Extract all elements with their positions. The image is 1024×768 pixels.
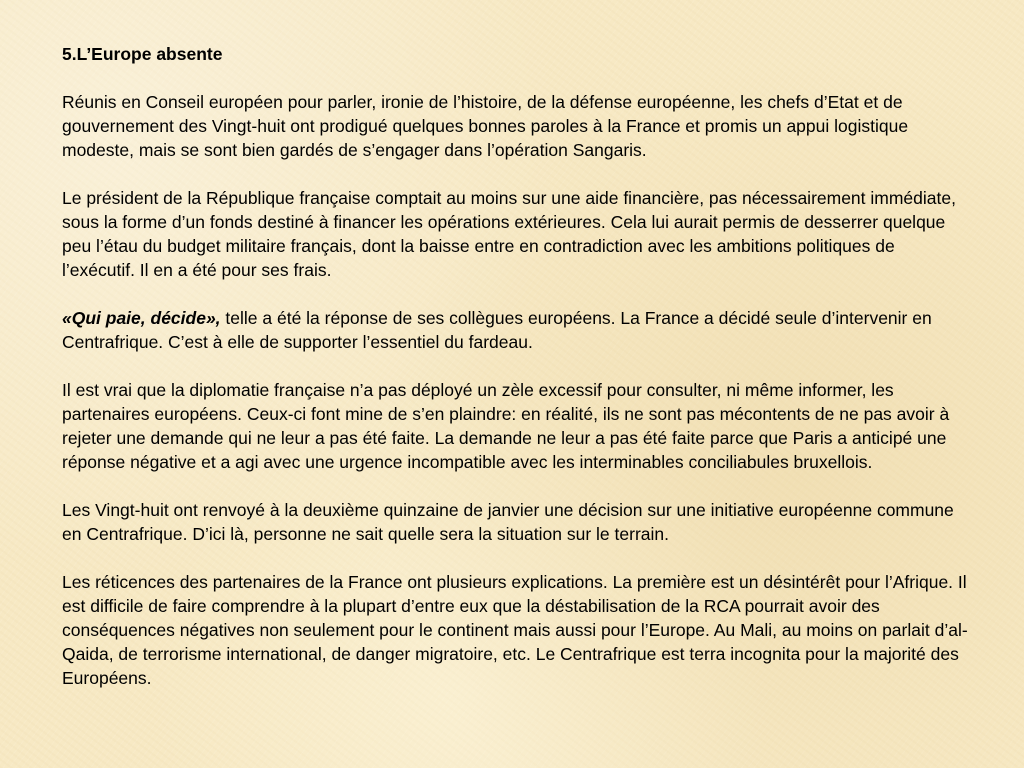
paragraph-text: Les Vingt-huit ont renvoyé à la deuxième quinzaine de janvier une décision sur une initiative européenne commune en Centrafrique. D’ici là, personne ne sait quelle sera la situation sur le terrain. <box>62 500 954 544</box>
paragraph-6 <box>62 570 972 690</box>
section-title: 5.L’Europe absente <box>62 44 223 64</box>
paragraph-text: Réunis en Conseil européen pour parler, ironie de l’histoire, de la défense européenne, les chefs d’Etat et de gouvernement des Vingt-huit ont prodigué quelques bonnes paroles à la France et promis un appui logistique modeste, mais se sont bien gardés de s’engager dans l’opération Sangaris. <box>62 92 909 160</box>
paragraph-2 <box>62 186 972 282</box>
paragraph-5 <box>62 498 972 546</box>
paragraph-text: telle a été la réponse de ses collègues européens. La France a décidé seule d’intervenir en Centrafrique. C’est à elle de supporter l’essentiel du fardeau. <box>62 308 932 352</box>
paragraph-lead-quote: «Qui paie, décide», <box>62 308 221 328</box>
paragraph-1 <box>62 90 972 162</box>
paragraph-text: Il est vrai que la diplomatie française n’a pas déployé un zèle excessif pour consulter, ni même informer, les partenaires européens. Ceux-ci font mine de s’en plaindre: en réalité, ils ne sont pas mécontents de ne pas avoir à rejeter une demande qui ne leur a pas été faite. La demande ne leur a pas été faite parce que Paris a anticipé une réponse négative et a agi avec une urgence incompatible avec les interminables conciliabules bruxellois. <box>62 380 950 472</box>
paragraph-text: Les réticences des partenaires de la France ont plusieurs explications. La première est un désintérêt pour l’Afrique. Il est difficile de faire comprendre à la plupart d’entre eux que la déstabilisation de la RCA pourrait avoir des conséquences négatives non seulement pour le continent mais aussi pour l’Europe. Au Mali, au moins on parlait d’al-Qaida, de terrorisme international, de danger migratoire, etc. Le Centrafrique est terra incognita pour la majorité des Européens. <box>62 572 968 688</box>
paragraph-4 <box>62 378 972 474</box>
paragraph-text: Le président de la République française comptait au moins sur une aide financière, pas nécessairement immédiate, sous la forme d’un fonds destiné à financer les opérations extérieures. Cela lui aurait permis de desserrer quelque peu l’étau du budget militaire français, dont la baisse entre en contradiction avec les ambitions politiques de l’exécutif. Il en a été pour ses frais. <box>62 188 956 280</box>
slide-content <box>62 42 972 690</box>
paragraph-3 <box>62 306 972 354</box>
